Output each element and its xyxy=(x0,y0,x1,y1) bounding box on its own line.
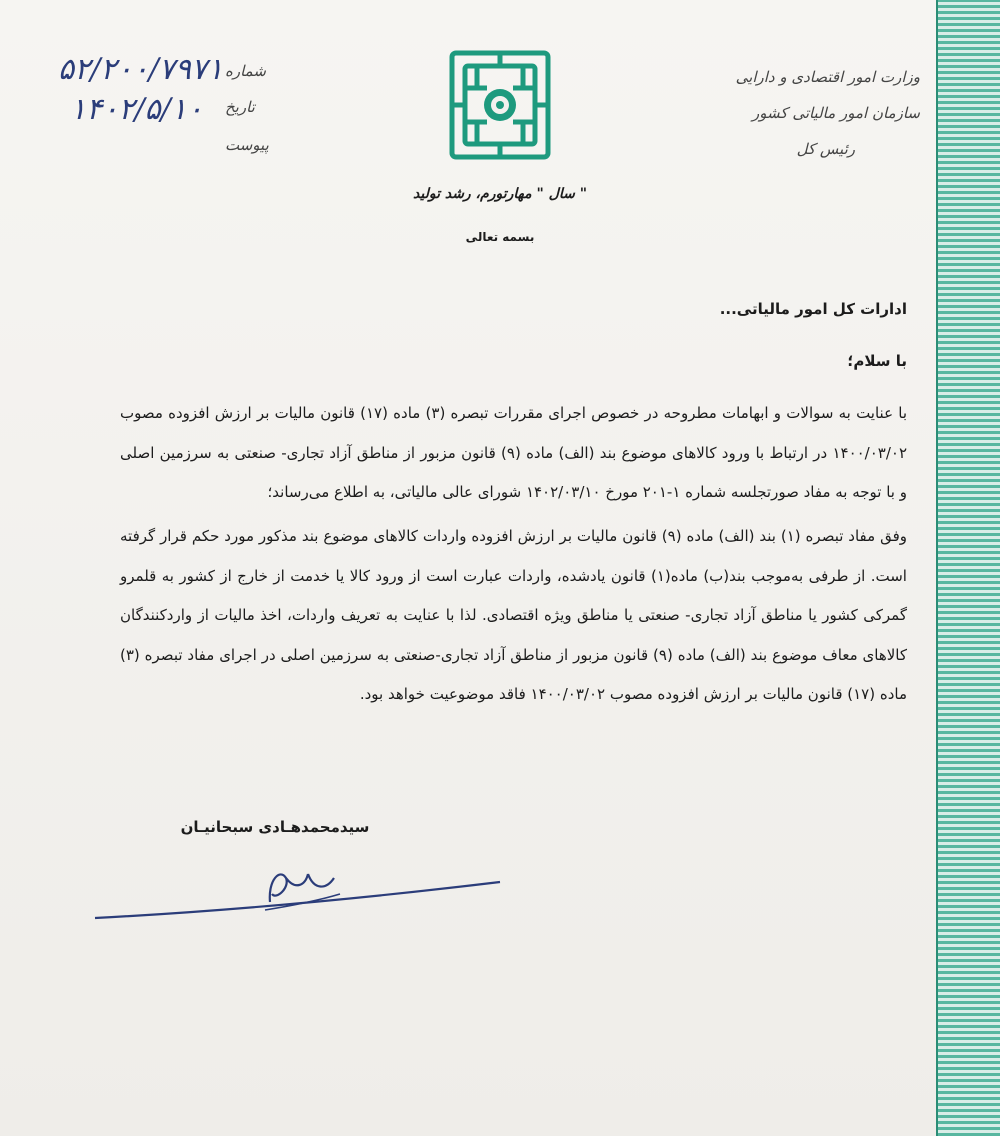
decorative-right-border xyxy=(938,0,1000,1136)
paragraph-1: با عنایت به سوالات و ابهامات مطروحه در خصوص اجرای مقررات تبصره (۳) ماده (۱۷) قانون مالیات بر ارزش افزوده مصوب ۱۴۰۰/۰۳/۰۲ در ارتباط با ورود کالاهای موضوع بند (الف) ماده (۹) قانون مزبور از مناطق آزاد تجاری- صنعتی به سرزمین اصلی و با توجه به مفاد صورتجلسه شماره ۱-۲۰۱ مورخ ۱۴۰۲/۰۳/۱۰ شورای عالی مالیاتی، به اطلاع می‌رساند؛ xyxy=(120,404,908,501)
ministry-line-2: سازمان امور مالیاتی کشور xyxy=(752,104,920,122)
number-label: شماره xyxy=(225,62,266,80)
paragraph-2: وفق مفاد تبصره (۱) بند (الف) ماده (۹) قانون مالیات بر ارزش افزوده واردات کالاهای موضوع بند مذکور مورد حکم قرار گرفته است. از طرفی به‌موجب بند(ب) ماده(۱) قانون یادشده، واردات عبارت است از ورود کالا یا خدمت از خارج از کشور به قلمرو گمرکی کشور یا مناطق آزاد تجاری- صنعتی یا مناطق ویژه اقتصادی. لذا با عنایت به تعریف واردات، اخذ مالیات از واردکنندگان کالاهای معاف موضوع بند (الف) ماده (۹) قانون مزبور از مناطق آزاد تجاری-صنعتی به سرزمین اصلی در اجرای مفاد تبصره (۳) ماده (۱۷) قانون مالیات بر ارزش افزوده مصوب ۱۴۰۰/۰۳/۰۲ فاقد موضوعیت خواهد بود. xyxy=(120,527,908,703)
date-label: تاریخ xyxy=(225,98,255,116)
letter-number-value: ۵۲/۲۰۰/۷۹۷۱ xyxy=(58,52,224,87)
greeting: با سلام؛ xyxy=(847,352,907,370)
signer-name: سیدمحمدهـادی سبحانیـان xyxy=(180,818,370,836)
invocation: بسمه تعالی xyxy=(465,230,535,244)
ministry-line-3: رئیس کل xyxy=(796,140,855,158)
border-line xyxy=(936,0,938,1136)
year-slogan: سال " مهارتورم، رشد تولید " xyxy=(413,186,587,202)
attachment-label: پیوست xyxy=(225,136,269,154)
letter-date-value: ۱۴۰۲/۵/۱۰ xyxy=(70,92,204,127)
ministry-line-1: وزارت امور اقتصادی و دارایی xyxy=(735,68,920,86)
addressee: ادارات کل امور مالیاتی... xyxy=(719,300,907,318)
handwritten-signature xyxy=(90,860,510,930)
tax-organization-emblem-icon xyxy=(447,48,553,162)
